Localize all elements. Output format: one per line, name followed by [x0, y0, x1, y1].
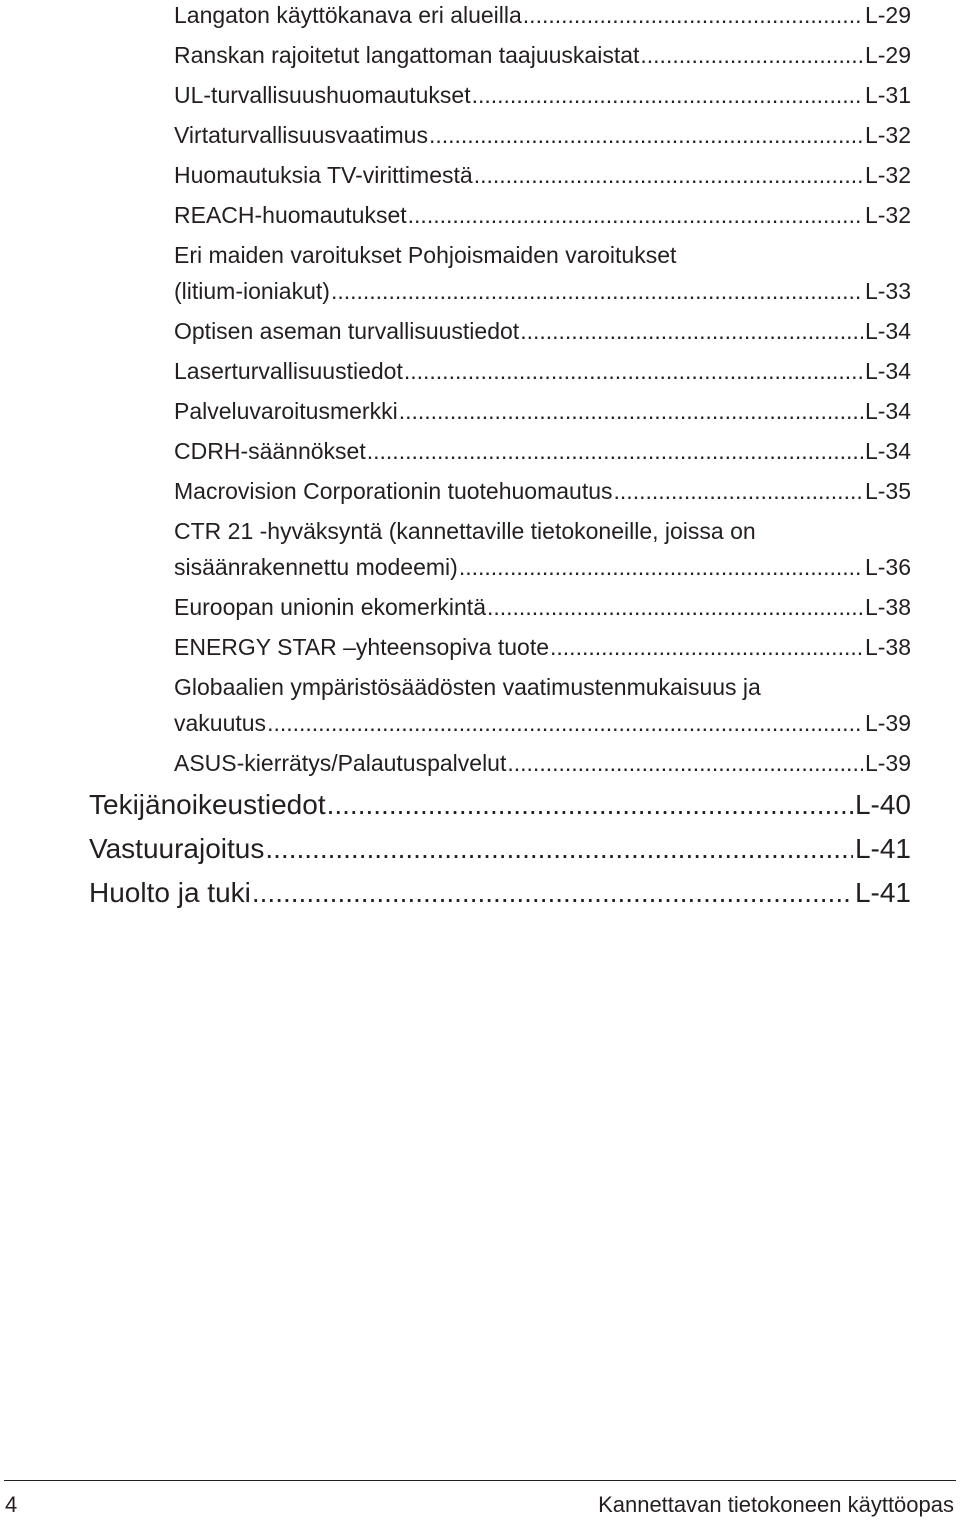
footer-divider	[4, 1480, 956, 1481]
toc-dot-leader	[459, 554, 863, 581]
toc-entry-label: ENERGY STAR –yhteensopiva tuote	[174, 634, 550, 660]
toc-top-entry-label: Tekijänoikeustiedot	[89, 789, 326, 820]
toc-dot-leader	[327, 789, 853, 821]
toc-dot-leader	[507, 750, 863, 777]
toc-entry[interactable]	[174, 438, 911, 465]
toc-entry-label-line1: CTR 21 -hyväksyntä (kannettaville tietokoneille, joissa on	[174, 518, 756, 544]
toc-entry[interactable]	[174, 42, 911, 69]
toc-entry[interactable]	[174, 318, 911, 345]
toc-entry[interactable]	[174, 594, 911, 621]
toc-entry-page: L-36	[864, 554, 911, 580]
toc-entry-label: Huomautuksia TV-virittimestä	[174, 162, 473, 188]
toc-entry-label: Laserturvallisuustiedot	[174, 358, 403, 384]
toc-entry-label: Palveluvaroitusmerkki	[174, 398, 398, 424]
toc-entry-label-line1: Eri maiden varoitukset Pohjoismaiden varoitukset	[174, 242, 677, 268]
toc-dot-leader	[408, 202, 863, 229]
toc-top-entry-label: Huolto ja tuki	[89, 877, 251, 908]
toc-dot-leader	[367, 438, 863, 465]
toc-entry-label: Ranskan rajoitetut langattoman taajuuskaistat	[174, 42, 640, 68]
toc-entry[interactable]	[174, 358, 911, 385]
toc-entry-label: REACH-huomautukset	[174, 202, 407, 228]
toc-dot-leader	[520, 318, 863, 345]
toc-dot-leader	[404, 358, 863, 385]
toc-dot-leader	[472, 82, 863, 109]
toc-top-entry[interactable]	[89, 789, 911, 821]
toc-entry-label: UL-turvallisuushuomautukset	[174, 82, 471, 108]
toc-entry-page: L-34	[864, 398, 911, 424]
toc-entry-page: L-29	[864, 42, 911, 68]
toc-entry-page: L-38	[864, 594, 911, 620]
toc-dot-leader	[267, 710, 863, 737]
toc-entry-page: L-29	[864, 2, 911, 28]
footer-title: Kannettavan tietokoneen käyttöopas	[598, 1492, 954, 1517]
toc-entry-label: vakuutus	[174, 710, 267, 736]
toc-entry-label: Virtaturvallisuusvaatimus	[174, 122, 428, 148]
toc-entry-label: CDRH-säännökset	[174, 438, 366, 464]
toc-top-entry[interactable]	[89, 833, 911, 865]
toc-entry[interactable]	[174, 242, 911, 305]
toc-entry-label-line1: Globaalien ympäristösäädösten vaatimustenmukaisuus ja	[174, 674, 761, 700]
toc-entry-page: L-33	[864, 278, 911, 304]
toc-entry-page: L-34	[864, 318, 911, 344]
toc-entry-page: L-34	[864, 358, 911, 384]
toc-entry[interactable]	[174, 750, 911, 777]
toc-entry-page: L-32	[864, 202, 911, 228]
toc-entry-label: ASUS-kierrätys/Palautuspalvelut	[174, 750, 507, 776]
toc-entry-page: L-38	[864, 634, 911, 660]
toc-top-entry[interactable]	[89, 877, 911, 909]
toc-dot-leader	[550, 634, 863, 661]
toc-entry-page: L-35	[864, 478, 911, 504]
toc-top-entry-label: Vastuurajoitus	[89, 833, 265, 864]
toc-entry-label: (litium-ioniakut)	[174, 278, 330, 304]
toc-dot-leader	[252, 877, 853, 909]
toc-top-entry-page: L-41	[854, 833, 911, 864]
toc-top-entry-page: L-40	[854, 789, 911, 820]
toc-dot-leader	[399, 398, 863, 425]
toc-entry[interactable]	[174, 478, 911, 505]
toc-entry-page: L-31	[864, 82, 911, 108]
toc-entry-page: L-39	[864, 710, 911, 736]
toc-entry-page: L-32	[864, 162, 911, 188]
toc-dot-leader	[523, 2, 863, 29]
toc-dot-leader	[640, 42, 863, 69]
toc-entry[interactable]	[174, 518, 911, 581]
toc-dot-leader	[429, 122, 863, 149]
toc-entry-page: L-32	[864, 122, 911, 148]
toc-dot-leader	[487, 594, 863, 621]
toc-entry-label: Macrovision Corporationin tuotehuomautus	[174, 478, 613, 504]
toc-entry[interactable]	[174, 674, 911, 737]
toc-dot-leader	[614, 478, 863, 505]
toc-entry-label: Optisen aseman turvallisuustiedot	[174, 318, 520, 344]
toc-entry[interactable]	[174, 82, 911, 109]
toc-entry[interactable]	[174, 398, 911, 425]
toc-dot-leader	[265, 833, 853, 865]
toc-entry[interactable]	[174, 122, 911, 149]
toc-entry-label: Euroopan unionin ekomerkintä	[174, 594, 486, 620]
toc-entry-page: L-34	[864, 438, 911, 464]
toc-entry-page: L-39	[864, 750, 911, 776]
toc-entry-label: sisäänrakennettu modeemi)	[174, 554, 458, 580]
toc-entry-label: Langaton käyttökanava eri alueilla	[174, 2, 522, 28]
footer-page-number: 4	[5, 1492, 18, 1517]
toc-dot-leader	[331, 278, 863, 305]
toc-entry[interactable]	[174, 162, 911, 189]
toc-entry[interactable]	[174, 634, 911, 661]
toc-dot-leader	[474, 162, 863, 189]
toc-top-entry-page: L-41	[854, 877, 911, 908]
toc-entry[interactable]	[174, 202, 911, 229]
toc-entry[interactable]	[174, 2, 911, 29]
